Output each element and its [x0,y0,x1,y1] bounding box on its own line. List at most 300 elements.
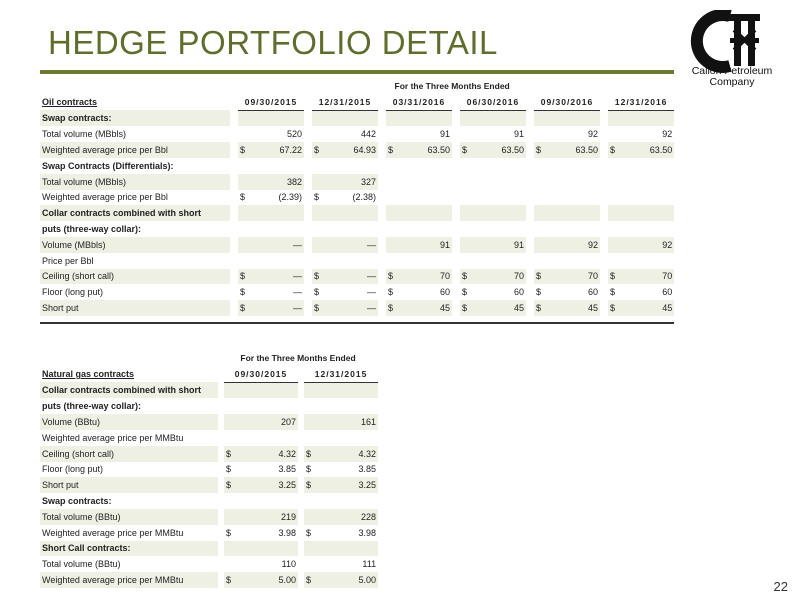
table-row [40,158,674,174]
currency-symbol: $ [534,269,548,285]
currency-symbol: $ [224,477,238,493]
empty-cell [224,541,238,557]
empty-cell [608,205,622,221]
value-cell: 3.85 [278,464,296,475]
currency-symbol: $ [312,300,326,316]
row-label: Total volume (MBbls) [42,129,127,140]
value-cell: — [252,269,304,285]
value-cell: — [326,269,378,285]
natural-gas-contracts-table [40,350,378,588]
row-label: Collar contracts combined with short [40,382,218,398]
value-cell: 228 [318,509,378,525]
empty-cell [400,205,452,221]
empty-cell [400,221,452,237]
value-cell: 60 [662,287,673,298]
currency-symbol: $ [226,527,232,538]
period-header: 09/30/2016 [534,94,600,110]
empty-cell [304,430,318,446]
value-cell: 111 [362,559,377,570]
currency-symbol: $ [238,142,252,158]
empty-cell [474,253,526,269]
period-header: 12/31/2015 [312,94,378,110]
empty-cell [474,110,526,126]
span-header-row [40,78,674,94]
currency-symbol: $ [386,269,400,285]
currency-symbol: $ [462,287,468,298]
gap-cell [452,158,460,174]
gap-cell [304,300,312,316]
row-label: Floor (long put) [42,287,104,298]
currency-symbol: $ [314,287,320,298]
table-row [40,253,674,269]
currency-symbol [224,414,238,430]
empty-cell [548,190,600,206]
gap-cell [304,284,312,300]
currency-symbol: $ [240,287,246,298]
row-label: Total volume (BBtu) [42,559,121,570]
empty-cell [622,205,674,221]
currency-symbol: $ [238,269,252,285]
value-cell: 92 [587,129,598,140]
currency-symbol [304,414,318,430]
gap-cell [230,221,238,237]
row-label: Total volume (MBbls) [40,174,230,190]
empty-cell [534,205,548,221]
gap-cell [378,284,386,300]
value-cell: 4.32 [318,446,378,462]
value-cell: 3.85 [358,464,377,475]
table-row [40,430,378,446]
empty-cell [400,110,452,126]
currency-symbol [534,126,548,142]
empty-cell [304,398,318,414]
table-row [40,414,378,430]
empty-cell [312,205,326,221]
blank-cell [40,350,218,366]
currency-symbol: $ [312,142,326,158]
empty-cell [534,253,548,269]
gap-cell [600,205,608,221]
row-label: Weighted average price per MMBtu [42,527,184,538]
value-cell: 92 [548,237,600,253]
empty-cell [238,253,252,269]
currency-symbol: $ [306,527,312,538]
row-label: puts (three-way collar): [42,224,142,235]
table-row [40,556,378,572]
period-header: 03/31/2016 [386,94,452,110]
gap-cell [452,253,460,269]
empty-cell [460,174,474,190]
gap-cell [526,300,534,316]
value-cell: 45 [548,300,600,316]
gap-cell [600,269,608,285]
value-cell: 70 [622,269,674,285]
empty-cell [238,205,252,221]
gap-cell [230,269,238,285]
empty-cell [304,541,318,557]
empty-cell [252,158,304,174]
value-cell: 63.50 [400,142,452,158]
empty-cell [238,493,298,509]
currency-symbol [534,237,548,253]
span-header: For the Three Months Ended [240,352,356,363]
logo-line2: Company [709,76,755,88]
row-label: Short put [40,300,230,316]
value-cell: 63.50 [622,142,674,158]
row-label: Weighted average price per Bbl [40,142,230,158]
empty-cell [318,398,378,414]
value-cell: 4.32 [238,446,298,462]
gap-cell [452,110,460,126]
table-row [40,541,378,557]
currency-symbol: $ [224,446,238,462]
currency-symbol [238,174,252,190]
gap-cell [378,126,386,142]
gap-cell [378,174,386,190]
empty-cell [474,205,526,221]
empty-cell [224,493,238,509]
gap-cell [526,269,534,285]
table-row [40,398,378,414]
empty-cell [474,190,526,206]
gap-cell [600,300,608,316]
empty-cell [326,110,378,126]
table-row [40,237,674,253]
table-bottom-rule [40,316,674,323]
currency-symbol: $ [312,269,326,285]
empty-cell [326,253,378,269]
gap-cell [378,94,386,110]
gap-cell [526,237,534,253]
empty-cell [548,174,600,190]
currency-symbol: $ [388,287,394,298]
table-row [40,300,674,316]
currency-symbol: $ [224,572,238,588]
value-cell: 161 [318,414,378,430]
currency-symbol: $ [386,142,400,158]
gap-cell [230,205,238,221]
period-header: 12/31/2016 [608,94,674,110]
row-label: Weighted average price per MMBtu [42,432,184,443]
value-cell: 60 [439,287,450,298]
gap-cell [378,221,386,237]
value-cell: 110 [281,559,296,570]
empty-cell [548,205,600,221]
empty-cell [400,158,452,174]
currency-symbol [312,174,326,190]
gap-cell [600,221,608,237]
empty-cell [326,158,378,174]
empty-cell [386,110,400,126]
gap-cell [452,190,460,206]
row-label: puts (three-way collar): [42,401,142,412]
section-label: Oil contracts [42,96,98,107]
gap-cell [230,142,238,158]
gap-cell [600,158,608,174]
value-cell: 382 [252,174,304,190]
value-cell: 3.98 [358,527,377,538]
table-row [40,221,674,237]
empty-cell [318,493,378,509]
value-cell: 92 [662,129,673,140]
empty-cell [318,541,378,557]
value-cell: 219 [238,509,298,525]
row-label: Swap contracts: [40,110,230,126]
empty-cell [386,253,400,269]
table-row [40,269,674,285]
empty-cell [252,221,304,237]
table-row [40,205,674,221]
currency-symbol [460,237,474,253]
gap-cell [452,284,460,300]
value-cell: 63.50 [474,142,526,158]
currency-symbol [238,237,252,253]
gap-cell [526,94,534,110]
empty-cell [622,190,674,206]
empty-cell [622,221,674,237]
gap-cell [526,110,534,126]
period-header-row [40,366,378,382]
currency-symbol: $ [386,300,400,316]
empty-cell [312,158,326,174]
gap-cell [526,174,534,190]
value-cell: 91 [513,129,524,140]
table-row [40,174,674,190]
gap-cell [230,190,238,206]
table-row [40,284,674,300]
table-row [40,477,378,493]
empty-cell [238,430,298,446]
empty-cell [326,205,378,221]
value-cell: 5.00 [318,572,378,588]
currency-symbol [224,509,238,525]
table-row [40,493,378,509]
empty-cell [474,158,526,174]
value-cell: (2.39) [278,192,302,203]
empty-cell [460,190,474,206]
currency-symbol: $ [306,464,312,475]
period-header: 09/30/2015 [238,94,304,110]
gap-cell [452,174,460,190]
gap-cell [600,126,608,142]
row-label: Weighted average price per MMBtu [40,572,218,588]
gap-cell [304,269,312,285]
empty-cell [386,158,400,174]
gap-cell [526,253,534,269]
empty-cell [474,174,526,190]
empty-cell [534,158,548,174]
currency-symbol [312,237,326,253]
gap-cell [230,110,238,126]
empty-cell [386,190,400,206]
row-label: Volume (MBbls) [40,237,230,253]
table-row [40,110,674,126]
gap-cell [600,174,608,190]
period-header: 12/31/2015 [304,366,378,382]
gap-cell [452,221,460,237]
empty-cell [534,190,548,206]
value-cell: 70 [400,269,452,285]
currency-symbol [608,237,622,253]
currency-symbol: $ [460,300,474,316]
empty-cell [238,110,252,126]
currency-symbol [312,126,326,142]
row-label: Short put [40,477,218,493]
currency-symbol: $ [608,142,622,158]
empty-cell [386,221,400,237]
currency-symbol [238,126,252,142]
empty-cell [548,253,600,269]
currency-symbol [386,237,400,253]
value-cell: — [252,300,304,316]
row-label: Floor (long put) [42,464,104,475]
table-row [40,509,378,525]
gap-cell [600,284,608,300]
logo-line1: Callon Petroleum [691,65,773,77]
gap-cell [304,221,312,237]
empty-cell [304,382,318,398]
blank-cell [40,78,230,94]
empty-cell [460,221,474,237]
value-cell: — [367,287,376,298]
gap-cell [304,94,312,110]
gap-cell [378,190,386,206]
table-row [40,462,378,478]
gap-cell [230,158,238,174]
currency-symbol [304,509,318,525]
empty-cell [224,430,238,446]
empty-cell [534,174,548,190]
table-row [40,190,674,206]
value-cell: (2.38) [352,192,376,203]
table-row [40,126,674,142]
empty-cell [400,174,452,190]
currency-symbol: $ [226,464,232,475]
empty-cell [608,221,622,237]
currency-symbol: $ [534,142,548,158]
gap-cell [526,158,534,174]
gap-cell [378,205,386,221]
value-cell: 91 [439,129,450,140]
gap-cell [600,110,608,126]
empty-cell [400,190,452,206]
gap-cell [304,126,312,142]
row-label: Swap contracts: [42,496,112,507]
value-cell: 92 [622,237,674,253]
value-cell: — [326,237,378,253]
gap-cell [600,237,608,253]
empty-cell [224,382,238,398]
currency-symbol: $ [608,300,622,316]
row-label: Short Call contracts: [40,541,218,557]
title-underline [40,70,674,74]
section-label: Natural gas contracts [42,368,135,379]
logo-text [672,66,792,88]
row-label: Ceiling (short call) [40,269,230,285]
currency-symbol: $ [534,300,548,316]
row-label: Total volume (BBtu) [40,509,218,525]
currency-symbol: $ [314,192,320,203]
gap-cell [452,300,460,316]
value-cell: 3.25 [238,477,298,493]
value-cell: 3.25 [318,477,378,493]
empty-cell [304,493,318,509]
row-label: Price per Bbl [42,255,94,266]
value-cell: 63.50 [548,142,600,158]
gap-cell [526,221,534,237]
value-cell: 60 [513,287,524,298]
currency-symbol: $ [608,269,622,285]
empty-cell [238,541,298,557]
gap-cell [526,142,534,158]
gap-cell [600,190,608,206]
empty-cell [252,110,304,126]
table-row [40,382,378,398]
gap-cell [526,190,534,206]
gap-cell [600,94,608,110]
row-label: Weighted average price per Bbl [42,192,168,203]
table-row [40,142,674,158]
currency-symbol: $ [304,572,318,588]
table-row [40,525,378,541]
table-row [40,446,378,462]
empty-cell [548,221,600,237]
empty-cell [312,110,326,126]
value-cell: 5.00 [238,572,298,588]
gap-cell [526,284,534,300]
gap-cell [600,253,608,269]
gap-cell [526,205,534,221]
span-header-row [40,350,378,366]
gap-cell [230,237,238,253]
empty-cell [312,253,326,269]
empty-cell [534,110,548,126]
empty-cell [548,110,600,126]
value-cell: — [326,300,378,316]
gap-cell [304,253,312,269]
currency-symbol: $ [610,287,616,298]
value-cell: 327 [326,174,378,190]
row-label: Collar contracts combined with short [40,205,230,221]
empty-cell [608,253,622,269]
empty-cell [534,221,548,237]
gap-cell [378,269,386,285]
gap-cell [230,253,238,269]
gap-cell [304,174,312,190]
currency-symbol [224,556,238,572]
value-cell: 520 [286,129,302,140]
empty-cell [386,174,400,190]
empty-cell [238,221,252,237]
currency-symbol: $ [460,269,474,285]
gap-cell [230,300,238,316]
empty-cell [238,382,298,398]
currency-symbol: $ [304,446,318,462]
gap-cell [378,158,386,174]
value-cell: 45 [400,300,452,316]
gap-cell [378,237,386,253]
currency-symbol: $ [240,192,246,203]
gap-cell [600,142,608,158]
currency-symbol: $ [304,477,318,493]
gap-cell [304,190,312,206]
empty-cell [474,221,526,237]
empty-cell [460,158,474,174]
value-cell: 70 [548,269,600,285]
page-title: HEDGE PORTFOLIO DETAIL [48,24,498,61]
value-cell: 45 [474,300,526,316]
value-cell: 70 [474,269,526,285]
